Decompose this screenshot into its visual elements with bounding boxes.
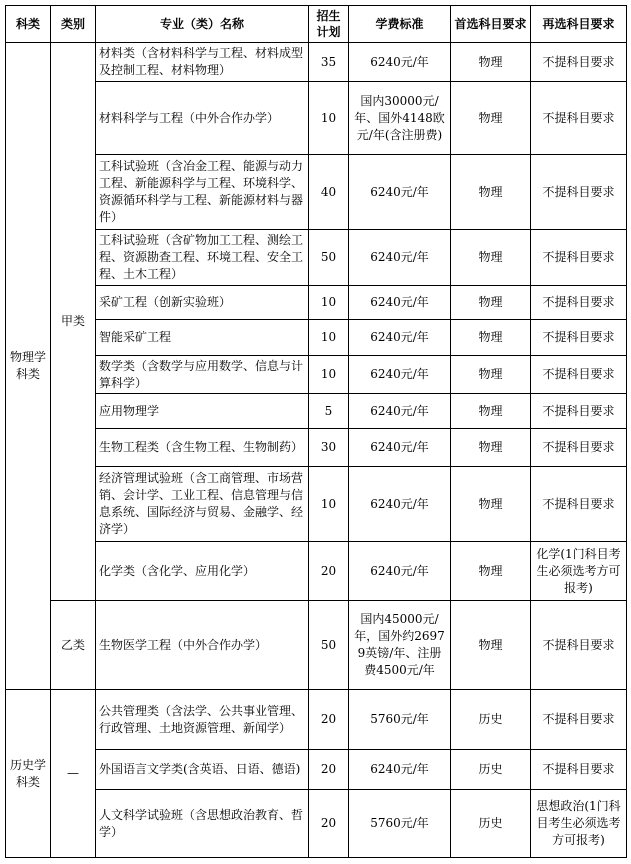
quota-cell: 10 <box>309 356 349 394</box>
first-subject-cell: 物理 <box>451 542 531 601</box>
quota-cell: 50 <box>309 230 349 286</box>
quota-cell: 40 <box>309 155 349 230</box>
major-cell: 材料类（含材料科学与工程、材料成型及控制工程、材料物理） <box>96 43 309 82</box>
table-row <box>6 43 627 82</box>
tuition-cell: 6240元/年 <box>349 750 451 790</box>
tuition-cell: 6240元/年 <box>349 155 451 230</box>
header-major: 专业（类）名称 <box>96 6 309 43</box>
second-subject-cell: 不提科目要求 <box>531 356 627 394</box>
quota-cell: 50 <box>309 601 349 690</box>
first-subject-cell: 物理 <box>451 601 531 690</box>
table-row <box>6 467 627 542</box>
table-row <box>6 750 627 790</box>
quota-cell: 20 <box>309 690 349 750</box>
quota-cell: 10 <box>309 82 349 155</box>
major-cell: 人文科学试验班（含思想政治教育、哲学） <box>96 790 309 858</box>
major-cell: 智能采矿工程 <box>96 320 309 356</box>
tuition-cell: 6240元/年 <box>349 429 451 467</box>
table-row <box>6 230 627 286</box>
second-subject-cell: 不提科目要求 <box>531 429 627 467</box>
category-none: — <box>51 690 96 858</box>
first-subject-cell: 历史 <box>451 690 531 750</box>
first-subject-cell: 物理 <box>451 320 531 356</box>
second-subject-cell: 不提科目要求 <box>531 394 627 429</box>
tuition-cell: 6240元/年 <box>349 230 451 286</box>
table-row <box>6 601 627 690</box>
quota-cell: 20 <box>309 750 349 790</box>
first-subject-cell: 历史 <box>451 790 531 858</box>
quota-cell: 30 <box>309 429 349 467</box>
second-subject-cell: 不提科目要求 <box>531 43 627 82</box>
tuition-cell: 6240元/年 <box>349 320 451 356</box>
second-subject-cell: 思想政治(1门科目考生必须选考方可报考) <box>531 790 627 858</box>
table-row <box>6 356 627 394</box>
first-subject-cell: 物理 <box>451 286 531 320</box>
header-row <box>6 6 627 43</box>
second-subject-cell: 不提科目要求 <box>531 230 627 286</box>
quota-cell: 10 <box>309 320 349 356</box>
header-category: 类别 <box>51 6 96 43</box>
major-cell: 材料科学与工程（中外合作办学） <box>96 82 309 155</box>
tuition-cell: 6240元/年 <box>349 356 451 394</box>
admissions-table <box>5 5 627 858</box>
table-row <box>6 82 627 155</box>
first-subject-cell: 物理 <box>451 356 531 394</box>
category-a: 甲类 <box>51 43 96 601</box>
second-subject-cell: 不提科目要求 <box>531 601 627 690</box>
table-row <box>6 286 627 320</box>
second-subject-cell: 化学(1门科目考生必须选考方可报考) <box>531 542 627 601</box>
tuition-cell: 5760元/年 <box>349 690 451 750</box>
header-first-subject: 首选科目要求 <box>451 6 531 43</box>
tuition-cell: 6240元/年 <box>349 286 451 320</box>
second-subject-cell: 不提科目要求 <box>531 467 627 542</box>
second-subject-cell: 不提科目要求 <box>531 690 627 750</box>
second-subject-cell: 不提科目要求 <box>531 286 627 320</box>
second-subject-cell: 不提科目要求 <box>531 82 627 155</box>
subject-group-history: 历史学科类 <box>6 690 51 858</box>
header-quota: 招生计划 <box>309 6 349 43</box>
quota-cell: 20 <box>309 790 349 858</box>
tuition-cell: 6240元/年 <box>349 542 451 601</box>
tuition-cell: 6240元/年 <box>349 394 451 429</box>
major-cell: 外国语言文学类(含英语、日语、德语) <box>96 750 309 790</box>
subject-group-physics: 物理学科类 <box>6 43 51 690</box>
second-subject-cell: 不提科目要求 <box>531 155 627 230</box>
first-subject-cell: 物理 <box>451 230 531 286</box>
major-cell: 工科试验班（含冶金工程、能源与动力工程、新能源科学与工程、环境科学、资源循环科学与工程、新能源材料与器件） <box>96 155 309 230</box>
first-subject-cell: 物理 <box>451 394 531 429</box>
table-row <box>6 542 627 601</box>
table-row <box>6 429 627 467</box>
header-second-subject: 再选科目要求 <box>531 6 627 43</box>
major-cell: 应用物理学 <box>96 394 309 429</box>
quota-cell: 10 <box>309 286 349 320</box>
second-subject-cell: 不提科目要求 <box>531 320 627 356</box>
table-row <box>6 790 627 858</box>
major-cell: 公共管理类（含法学、公共事业管理、行政管理、土地资源管理、新闻学） <box>96 690 309 750</box>
header-subject-group: 科类 <box>6 6 51 43</box>
category-b: 乙类 <box>51 601 96 690</box>
table-row <box>6 394 627 429</box>
quota-cell: 35 <box>309 43 349 82</box>
first-subject-cell: 物理 <box>451 43 531 82</box>
quota-cell: 10 <box>309 467 349 542</box>
first-subject-cell: 历史 <box>451 750 531 790</box>
major-cell: 数学类（含数学与应用数学、信息与计算科学） <box>96 356 309 394</box>
tuition-cell: 国内30000元/年、国外4148欧元/年(含注册费) <box>349 82 451 155</box>
first-subject-cell: 物理 <box>451 467 531 542</box>
tuition-cell: 6240元/年 <box>349 467 451 542</box>
major-cell: 生物医学工程（中外合作办学） <box>96 601 309 690</box>
quota-cell: 5 <box>309 394 349 429</box>
first-subject-cell: 物理 <box>451 155 531 230</box>
major-cell: 化学类（含化学、应用化学） <box>96 542 309 601</box>
tuition-cell: 6240元/年 <box>349 43 451 82</box>
major-cell: 工科试验班（含矿物加工工程、测绘工程、资源勘查工程、环境工程、安全工程、土木工程） <box>96 230 309 286</box>
tuition-cell: 国内45000元/年，国外约26979英镑/年、注册费4500元/年 <box>349 601 451 690</box>
major-cell: 生物工程类（含生物工程、生物制药） <box>96 429 309 467</box>
major-cell: 采矿工程（创新实验班） <box>96 286 309 320</box>
table-row <box>6 690 627 750</box>
major-cell: 经济管理试验班（含工商管理、市场营销、会计学、工业工程、信息管理与信息系统、国际经济与贸易、金融学、经济学） <box>96 467 309 542</box>
table-row <box>6 320 627 356</box>
table-row <box>6 155 627 230</box>
tuition-cell: 5760元/年 <box>349 790 451 858</box>
quota-cell: 20 <box>309 542 349 601</box>
header-tuition: 学费标准 <box>349 6 451 43</box>
second-subject-cell: 不提科目要求 <box>531 750 627 790</box>
first-subject-cell: 物理 <box>451 429 531 467</box>
first-subject-cell: 物理 <box>451 82 531 155</box>
